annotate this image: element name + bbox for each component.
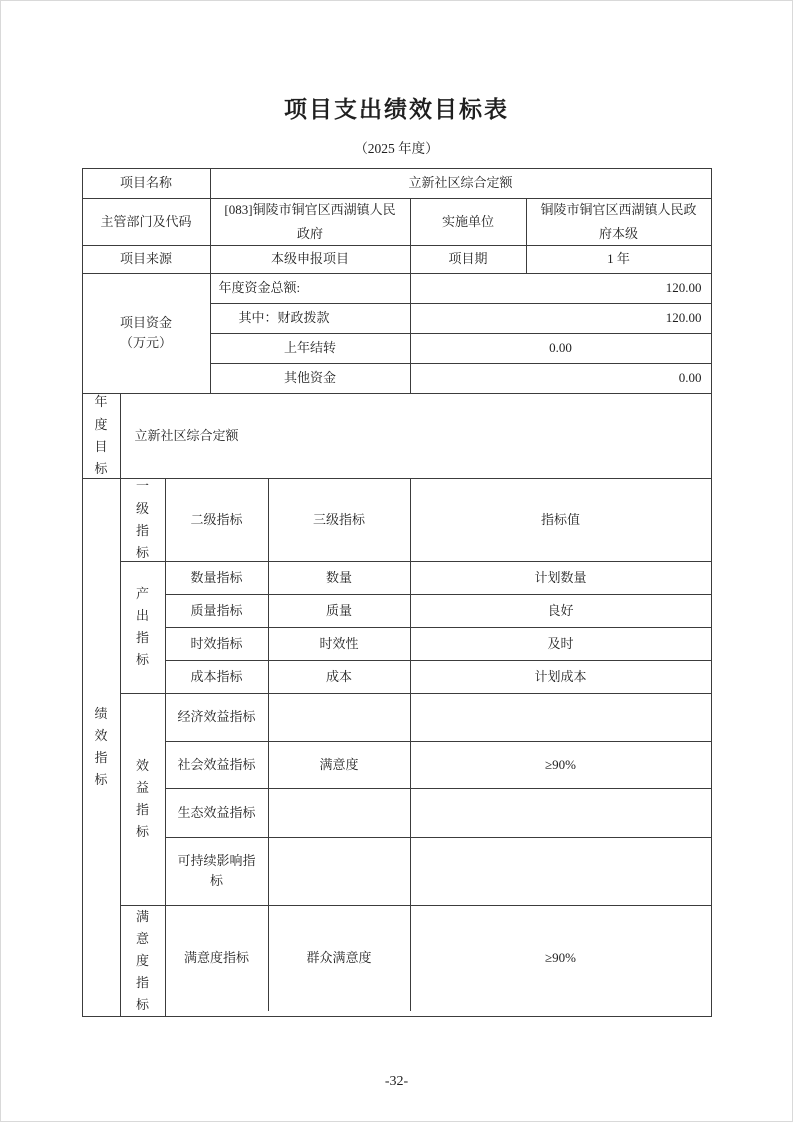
section-performance <box>83 479 711 1016</box>
output-row0-value: 计划数量 <box>411 562 711 595</box>
table-row <box>166 628 711 661</box>
table-row <box>166 562 711 595</box>
benefit-row1-level2: 社会效益指标 <box>166 742 269 789</box>
benefit-row0-value <box>411 694 711 742</box>
benefit-row1-level3: 满意度 <box>269 742 411 789</box>
benefit-row2-level3 <box>269 789 411 838</box>
header-level1-text: 一级指标 <box>135 478 149 560</box>
table-row <box>166 694 711 742</box>
output-group <box>121 562 711 694</box>
project-funds-label-line1: 项目资金 <box>119 314 172 330</box>
output-row3-level3: 成本 <box>269 661 411 694</box>
benefit-row0-level2: 经济效益指标 <box>166 694 269 742</box>
output-row2-value: 及时 <box>411 628 711 661</box>
funds-total-label: 年度资金总额: <box>211 274 411 304</box>
output-group-label-text: 产出指标 <box>135 585 149 668</box>
benefit-row0-level3 <box>269 694 411 742</box>
funds-carryover-label: 上年结转 <box>211 334 411 364</box>
project-source-value: 本级申报项目 <box>211 246 411 274</box>
satisfaction-row0-level2: 满意度指标 <box>166 906 269 1011</box>
funds-total-value: 120.00 <box>411 274 711 304</box>
funds-carryover-value: 0.00 <box>411 334 711 364</box>
implement-unit-label: 实施单位 <box>411 199 527 246</box>
section-annual-goal <box>83 394 711 479</box>
project-period-value: 1 年 <box>527 246 711 274</box>
output-row1-value: 良好 <box>411 595 711 628</box>
output-row3-value: 计划成本 <box>411 661 711 694</box>
funds-fiscal-value: 120.00 <box>411 304 711 334</box>
funds-other-label: 其他资金 <box>211 364 411 394</box>
performance-header-row <box>121 479 711 562</box>
output-row1-level3: 质量 <box>269 595 411 628</box>
satisfaction-group <box>121 906 711 1016</box>
header-level2: 二级指标 <box>166 479 269 562</box>
department-label: 主管部门及代码 <box>83 199 211 246</box>
table-row <box>166 595 711 628</box>
section-project-funds <box>83 274 711 394</box>
project-name-label: 项目名称 <box>83 169 211 199</box>
output-row0-level2: 数量指标 <box>166 562 269 595</box>
output-row2-level3: 时效性 <box>269 628 411 661</box>
page-number: -32- <box>384 1074 409 1090</box>
benefit-row1-value: ≥90% <box>411 742 711 789</box>
annual-goal-label-text: 年度目标 <box>94 394 108 476</box>
table-row <box>166 838 711 906</box>
header-level1 <box>121 479 166 562</box>
performance-label-text: 绩效指标 <box>94 706 108 788</box>
funds-row-fiscal <box>211 304 711 334</box>
table-row <box>166 742 711 789</box>
funds-fiscal-label: 其中：财政拨款 <box>211 304 411 334</box>
benefit-row3-level2: 可持续影响指标 <box>166 838 269 906</box>
project-funds-rows <box>211 274 711 394</box>
project-funds-label-line2: （万元） <box>119 335 172 351</box>
satisfaction-row0-value: ≥90% <box>545 950 576 966</box>
document-subtitle: （2025 年度） <box>354 140 439 156</box>
satisfaction-group-label-text: 满意度指标 <box>135 908 149 1012</box>
project-funds-label <box>83 274 211 394</box>
benefit-row3-level3 <box>269 838 411 906</box>
table-row <box>166 789 711 838</box>
row-department <box>83 199 711 246</box>
funds-row-carryover <box>211 334 711 364</box>
benefit-group <box>121 694 711 906</box>
row-project-name <box>83 169 711 199</box>
funds-row-total <box>211 274 711 304</box>
output-row1-level2: 质量指标 <box>166 595 269 628</box>
funds-other-value: 0.00 <box>411 364 711 394</box>
department-value: [083]铜陵市铜官区西湖镇人民政府 <box>211 199 411 246</box>
output-row2-level2: 时效指标 <box>166 628 269 661</box>
benefit-row2-level2: 生态效益指标 <box>166 789 269 838</box>
row-project-source <box>83 246 711 274</box>
performance-target-table <box>82 168 712 1017</box>
table-row <box>166 906 711 1011</box>
header-value: 指标值 <box>411 479 711 562</box>
output-group-rows <box>166 562 711 694</box>
header-level3: 三级指标 <box>269 479 411 562</box>
satisfaction-group-label <box>121 906 166 1016</box>
benefit-group-rows <box>166 694 711 906</box>
performance-body <box>121 479 711 1016</box>
satisfaction-row0-level3: 群众满意度 <box>269 906 411 1011</box>
funds-row-other <box>211 364 711 394</box>
project-source-label: 项目来源 <box>83 246 211 274</box>
output-row3-level2: 成本指标 <box>166 661 269 694</box>
output-group-label <box>121 562 166 694</box>
project-name-value: 立新社区综合定额 <box>211 169 711 199</box>
benefit-group-label-text: 效益指标 <box>135 757 149 840</box>
annual-goal-label <box>83 394 121 479</box>
project-period-label: 项目期 <box>411 246 527 274</box>
table-row <box>166 661 711 694</box>
implement-unit-value: 铜陵市铜官区西湖镇人民政府本级 <box>527 199 711 246</box>
benefit-group-label <box>121 694 166 906</box>
output-row0-level3: 数量 <box>269 562 411 595</box>
document-title: 项目支出绩效目标表 <box>284 96 509 122</box>
annual-goal-content: 立新社区综合定额 <box>121 394 711 479</box>
satisfaction-group-rows <box>166 906 711 1016</box>
performance-label <box>83 479 121 1016</box>
benefit-row3-value <box>411 838 711 906</box>
benefit-row2-value <box>411 789 711 838</box>
